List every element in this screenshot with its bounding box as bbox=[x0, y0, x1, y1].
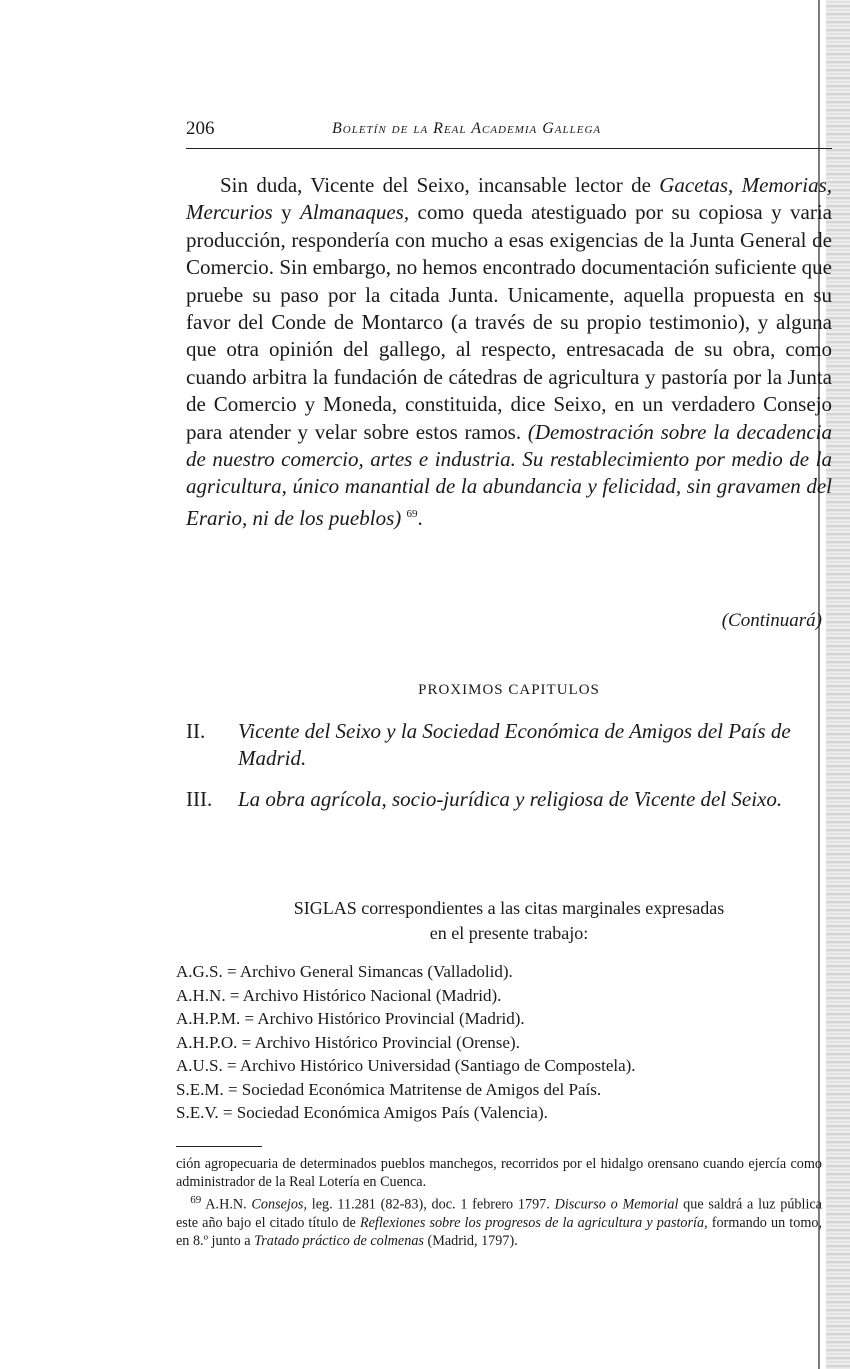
text-segment: leg. 11.281 (82-83), doc. 1 febrero 1797. bbox=[307, 1196, 555, 1213]
cited-work-title: (Demostración sobre la decadencia de nuestro comercio, artes e industria. Su restablecimiento por medio de la agricultura, único manantial de la abundancia y felicidad, sin gravamen del Erario, ni de los pueblos) bbox=[186, 419, 832, 530]
footnote-mark: 69 bbox=[190, 1194, 202, 1206]
text-segment: . bbox=[417, 505, 423, 530]
main-paragraph bbox=[186, 172, 832, 532]
page-header bbox=[186, 114, 832, 149]
text-segment: Tratado práctico de colmenas bbox=[254, 1232, 424, 1249]
chapter-item bbox=[186, 786, 832, 813]
text-segment: Sin duda, Vicente del Seixo, incansable lector de bbox=[220, 173, 660, 197]
footnote-69 bbox=[176, 1191, 822, 1250]
siglas-title-line: en el presente trabajo: bbox=[429, 923, 589, 943]
text-segment: que saldrá a luz pública este año bajo el citado título de bbox=[176, 1196, 822, 1231]
text-segment: (Madrid, 1797). bbox=[423, 1232, 518, 1249]
sigla-item: A.U.S. = Archivo Histórico Universidad (Santiago de Compostela). bbox=[176, 1056, 636, 1075]
siglas-title bbox=[186, 896, 832, 946]
text-segment: como queda atestiguado por su copiosa y varia producción, respondería con mucho a esas exigencias de la Junta General de Comercio. Sin embargo, no hemos encontrado documentación suficiente que pruebe su paso por la citada Junta. Unicamente, aquella propuesta en su favor del Conde de Montarco (a través de su propio testimonio), y alguna que otra opinión del gallego, al respecto, entresacada de su obra, como cuando arbitra la fundación de cátedras de agricultura y pastoría por la Junta de Comercio y Moneda, constituida, dice Seixo, en un verdadero Consejo para atender y velar sobre estos ramos. bbox=[186, 200, 832, 444]
chapter-item bbox=[186, 718, 832, 772]
chapter-title: La obra agrícola, socio-jurídica y religiosa de Vicente del Seixo. bbox=[238, 787, 783, 811]
footnotes bbox=[176, 1155, 822, 1250]
running-title: Boletín de la Real Academia Gallega bbox=[332, 120, 602, 137]
sigla-item: A.H.P.O. = Archivo Histórico Provincial (Orense). bbox=[176, 1032, 520, 1052]
text-segment: A.H.N. bbox=[201, 1196, 252, 1213]
sigla-item: A.H.P.M. = Archivo Histórico Provincial (Madrid). bbox=[176, 1009, 525, 1028]
almanaques-word: Almanaques, bbox=[300, 200, 410, 225]
periodicals-list: Gacetas, Memorias, Mercurios bbox=[186, 173, 832, 225]
text-segment: Discurso o Memorial bbox=[554, 1196, 679, 1213]
page-number: 206 bbox=[186, 118, 215, 139]
chapter-number: II. bbox=[186, 719, 206, 743]
footnote-reference: 69 bbox=[406, 507, 418, 520]
sigla-item: S.E.M. = Sociedad Económica Matritense de Amigos del País. bbox=[176, 1079, 602, 1099]
next-chapters-list bbox=[186, 718, 832, 827]
text-segment: y bbox=[272, 200, 301, 225]
text-segment: Reflexiones sobre los progresos de la agricultura y pastoría, bbox=[359, 1214, 708, 1231]
sigla-item: A.H.N. = Archivo Histórico Nacional (Madrid). bbox=[176, 985, 502, 1005]
siglas-list bbox=[176, 960, 826, 1125]
sigla-item: S.E.V. = Sociedad Económica Amigos País (Valencia). bbox=[176, 1103, 548, 1122]
continuation-note: (Continuará) bbox=[721, 610, 822, 631]
paragraph bbox=[186, 172, 832, 532]
next-chapters-title: PROXIMOS CAPITULOS bbox=[418, 682, 600, 698]
chapter-title: Vicente del Seixo y la Sociedad Económica de Amigos del País de Madrid. bbox=[238, 719, 791, 770]
footnote-divider bbox=[176, 1146, 262, 1147]
chapter-number: III. bbox=[186, 787, 213, 811]
sigla-item: A.G.S. = Archivo General Simancas (Valladolid). bbox=[176, 962, 513, 981]
siglas-title-line: SIGLAS correspondientes a las citas marginales expresadas bbox=[293, 898, 725, 918]
text-segment: formando un tomo, en 8.º junto a bbox=[176, 1214, 823, 1249]
footnote-continuation: ción agropecuaria de determinados pueblos manchegos, recorridos por el hidalgo orensano cuando ejercía como administrador de la Real Lotería en Cuenca. bbox=[176, 1156, 822, 1190]
text-segment: Consejos, bbox=[251, 1196, 307, 1213]
